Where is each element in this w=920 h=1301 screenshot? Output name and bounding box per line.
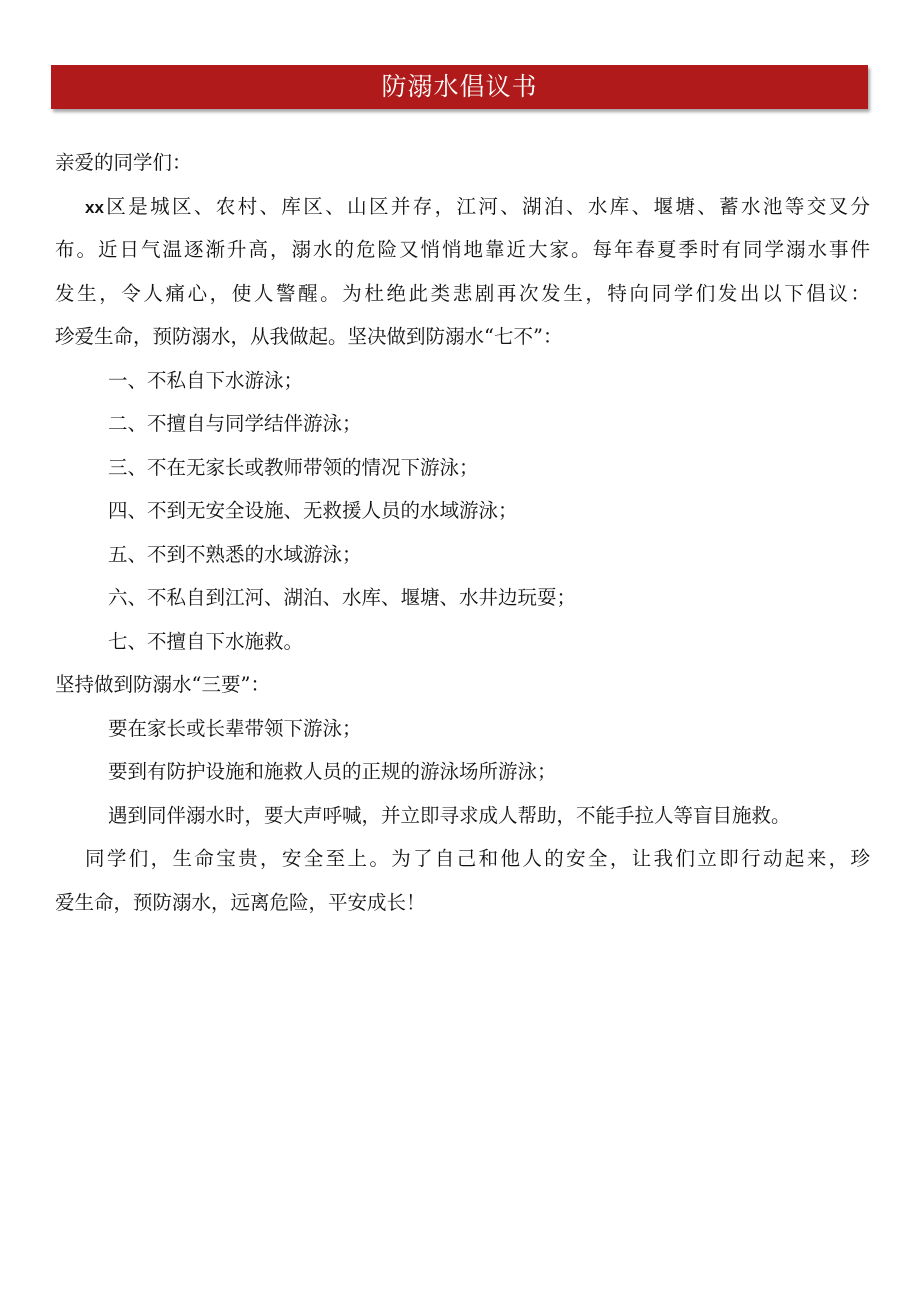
intro-prefix: xx [85,197,104,217]
three-musts-item-3: 遇到同伴溺水时，要大声呼喊，并立即寻求成人帮助，不能手拉人等盲目施救。 [108,803,791,827]
seven-nots-item-7: 七、不擅自下水施救。 [108,629,304,653]
closing-line-1: 同学们，生命宝贵，安全至上。为了自己和他人的安全，让我们立即行动起来，珍 [85,847,870,870]
document-title: 防溺水倡议书 [381,72,538,101]
intro-line-3: 发生，令人痛心，使人警醒。为杜绝此类悲剧再次发生，特向同学们发出以下倡议： [55,281,870,305]
document-body [55,141,870,924]
three-musts-item-2: 要到有防护设施和施救人员的正规的游泳场所游泳； [108,760,557,783]
closing-line-2: 爱生命，预防溺水，远离危险，平安成长！ [55,890,426,914]
intro-line-4: 珍爱生命，预防溺水，从我做起。坚决做到防溺水“七不”： [55,325,563,348]
intro-line-1-text: 区是城区、农村、库区、山区并存，江河、湖泊、水库、堰塘、蓄水池等交叉分 [103,194,870,218]
three-musts-item-1: 要在家长或长辈带领下游泳； [108,716,362,740]
intro-line-2: 布。近日气温逐渐升高，溺水的危险又悄悄地靠近大家。每年春夏季时有同学溺水事件 [55,238,870,261]
seven-nots-item-2: 二、不擅自与同学结伴游泳； [108,412,362,435]
three-musts-heading: 坚持做到防溺水“三要”： [55,673,270,696]
seven-nots-item-5: 五、不到不熟悉的水域游泳； [108,542,362,566]
greeting: 亲爱的同学们： [55,151,192,174]
intro-line-1 [55,185,870,229]
seven-nots-item-1: 一、不私自下水游泳； [108,368,304,392]
seven-nots-item-6: 六、不私自到江河、湖泊、水库、堰塘、水井边玩耍； [108,586,577,609]
title-banner [51,65,868,109]
seven-nots-item-4: 四、不到无安全设施、无救援人员的水域游泳； [108,499,518,522]
seven-nots-item-3: 三、不在无家长或教师带领的情况下游泳； [108,455,479,479]
